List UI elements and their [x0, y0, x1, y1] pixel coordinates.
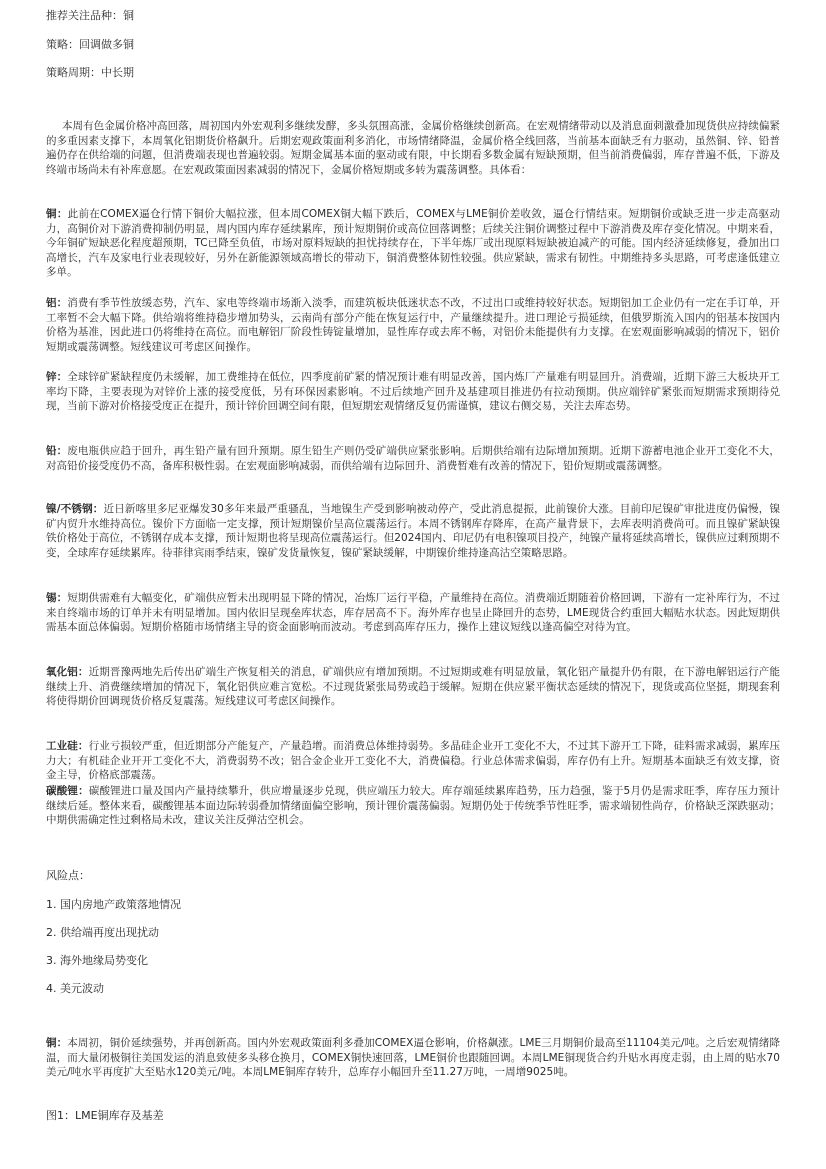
section-text: 近期晋豫两地先后传出矿端生产恢复相关的消息，矿端供应有增加预期。不过短期或难有明显放量，氧化铝产量提升仍有限，在下游电解铝运行产能继续上升、消费继续增加的情况下，氧化铝供应难言宽松。不过现货紧张局势或趋于缓解。短期在供应紧平衡状态延续的情况下，现货或高位坚挺，期现套利将使得期价回调现货价格反复震荡。短线建议可考虑区间操作。	[46, 666, 780, 708]
section-text: 全球锌矿紧缺程度仍未缓解，加工费维持在低位，四季度前矿紧的情况预计难有明显改善，国内炼厂产量难有明显回升。消费端，近期下游三大板块开工率均下降，主要表现为对锌价上涨的接受度低，另有环保因素影响。不过后续地产回升及基建项目推进仍有拉动预期。供应端锌矿紧张而短期需求预期待兑现，当前下游对价格接受度正在提升，预计锌价回调空间有限，但短期宏观情绪反复仍需谨慎，建议右侧交易，关注去库态势。	[46, 371, 780, 413]
section-label: 铅：	[46, 445, 68, 457]
section-text: 废电瓶供应趋于回升，再生铅产量有回升预期。原生铅生产则仍受矿端供应紧张影响。后期供给端有边际增加预期。近期下游蓄电池企业开工变化不大，对高铅价接受度仍不高，备库积极性弱。在宏观面影响减弱，而供给端有边际回升、消费暂难有改善的情况下，铅价短期或震荡调整。	[46, 445, 780, 472]
section-text: 短期供需难有大幅变化，矿端供应暂未出现明显下降的情况，冶炼厂运行平稳，产量维持在高位。消费端近期随着价格回调，下游有一定补库行为，不过来自终端市场的订单并未有明显增加。国内依旧呈现垒库状态，库存居高不下。海外库存也呈止降回升的态势，LME现货合约重回大幅贴水状态。因此短期供需基本面总体偏弱。短期价格随市场情绪主导的资金面影响而波动。考虑到高库存压力，操作上建议短线以逢高偏空对待为宜。	[46, 592, 780, 634]
section-alumina	[46, 665, 780, 709]
section-industrial-silicon	[46, 739, 780, 783]
section-label: 氧化铝：	[46, 666, 89, 678]
section-zinc	[46, 370, 780, 414]
risk-item: 3. 海外地缘局势变化	[46, 954, 148, 967]
section-text: 近日新喀里多尼亚爆发30多年来最严重骚乱，当地镍生产受到影响被动停产，受此消息提振，此前镍价大涨。目前印尼镍矿审批进度仍偏慢，镍矿内贸升水维持高位。镍价下方面临一定支撑，预计短期镍价呈高位震荡运行。本周不锈钢库存降库，在高产量背景下，去库表明消费尚可。而且镍矿紧缺镍铁价格处于高位，不锈钢存成本支撑，预计短期也将呈现高位震荡运行。但2024国内、印尼仍有电积镍项目投产，纯镍产量将延续高增长，镍供应过剩预期不变，全球库存延续累库。待菲律宾雨季结束，镍矿发货量恢复，镍矿紧缺缓解，中期镍价维持逢高沽空策略思路。	[46, 503, 780, 559]
section-aluminum	[46, 296, 780, 354]
risk-item: 2. 供给端再度出现扰动	[46, 926, 159, 939]
recommended-variety: 推荐关注品种：铜	[46, 9, 134, 22]
intro-paragraph: 本周有色金属价格冲高回落，周初国内外宏观利多继续发酵，多头氛围高涨，金属价格继续创新高。在宏观情绪带动以及消息面刺激叠加现货供应持续偏紧的多重因素支撑下，本周氧化铝期货价格飙升。后期宏观政策面利多消化，市场情绪降温，金属价格全线回落，当前基本面缺乏有力驱动，虽然铜、锌、铅普遍仍存在供给端的问题，但消费端表现也普遍较弱。短期金属基本面的驱动或有限，中长期看多数金属有短缺预期，但当前消费偏弱，库存普遍不低，下游及终端市场尚未有补库意愿。在宏观政策面因素减弱的情况下，金属价格短期或多转为震荡调整。具体看：	[46, 120, 780, 176]
risk-item: 4. 美元波动	[46, 982, 104, 995]
section-lead	[46, 444, 780, 473]
section-label: 镍/不锈钢：	[46, 503, 104, 515]
section-text: 此前在COMEX逼仓行情下铜价大幅拉涨，但本周COMEX铜大幅下跌后，COMEX与LME铜价差收敛，逼仓行情结束。短期铜价或缺乏进一步走高驱动力，高铜价对下游消费抑制仍明显，周内国内库存延续累库，预计短期铜价或高位回落调整；后续关注铜价调整过程中下游消费及库存变化情况。中期来看，今年铜矿短缺恶化程度超预期，TC已降至负值，市场对原料短缺的担忧持续存在，下半年炼厂或出现原料短缺被迫减产的可能。国内经济延续修复，叠加出口高增长，汽车及家电行业表现较好，另外在新能源领域高增长的带动下，铜消费整体韧性较强。供应紧缺，需求有韧性。中期维持多头思路，可考虑逢低建立多单。	[46, 208, 780, 279]
section-copper	[46, 207, 780, 280]
section-lithium-carbonate	[46, 784, 780, 828]
section-text: 行业亏损较严重，但近期部分产能复产，产量趋增。而消费总体维持弱势。多晶硅企业开工变化不大，不过其下游开工下降，硅料需求减弱，累库压力大；有机硅企业开开工变化不大，消费弱势不改；铝合金企业开工变化不大，消费偏稳。行业总体需求偏弱，库存仍有上升。短期基本面缺乏有效支撑，资金主导，价格底部震荡。	[46, 740, 780, 782]
section-tin	[46, 591, 780, 635]
section-label: 碳酸锂：	[46, 785, 89, 797]
section-text: 碳酸锂进口量及国内产量持续攀升，供应增量逐步兑现，供应端压力较大。库存端延续累库趋势，压力趋强，鉴于5月仍是需求旺季，库存压力预计继续后延。整体来看，碳酸锂基本面边际转弱叠加情绪面偏空影响，预计锂价震荡偏弱。短期仍处于传统季节性旺季，需求端韧性尚存，价格缺乏深跌驱动；中期供需确定性过剩格局未改，建议关注反弹沽空机会。	[46, 785, 780, 827]
risk-item: 1. 国内房地产政策落地情况	[46, 898, 181, 911]
section-label: 铜：	[46, 1037, 68, 1049]
section-label: 锡：	[46, 592, 68, 604]
section-text: 消费有季节性放缓态势，汽车、家电等终端市场渐入淡季，而建筑板块低迷状态不改，不过出口或维持较好状态。短期铝加工企业仍有一定在手订单，开工率暂不会大幅下降。供给端将维持稳步增加势头，云南尚有部分产能在恢复运行中，产量继续提升。进口理论亏损延续，但俄罗斯流入国内的铝基本按国内价格为基准，因此进口仍将维持在高位。而电解铝厂阶段性铸锭量增加，显性库存或去库不畅，对铝价未能提供有力支撑。在宏观面影响减弱的情况下，铝价短期或震荡调整。短线建议可考虑区间操作。	[46, 297, 780, 353]
section-label: 铜：	[46, 208, 68, 220]
section-nickel-stainless	[46, 502, 780, 560]
figure-caption: 图1：LME铜库存及基差	[46, 1109, 164, 1122]
section-label: 铝：	[46, 297, 68, 309]
section-label: 工业硅：	[46, 740, 89, 752]
strategy-line: 策略：回调做多铜	[46, 38, 134, 51]
copper-weekly-review	[46, 1036, 780, 1080]
section-label: 锌：	[46, 371, 68, 383]
section-text: 本周初，铜价延续强势，并再创新高。国内外宏观政策面利多叠加COMEX逼仓影响，价格飙涨。LME三月期铜价最高至11104美元/吨。之后宏观情绪降温，而大量闭极铜往美国发运的消息致使多头移仓换月，COMEX铜快速回落，LME铜价也跟随回调。本周LME铜现货合约升贴水再度走弱，由上周的贴水70美元/吨水平再度扩大至贴水120美元/吨。本周LME铜库存转升，总库存小幅回升至11.27万吨，一周增9025吨。	[46, 1037, 780, 1079]
strategy-period: 策略周期：中长期	[46, 66, 134, 79]
risk-title: 风险点：	[46, 869, 90, 882]
